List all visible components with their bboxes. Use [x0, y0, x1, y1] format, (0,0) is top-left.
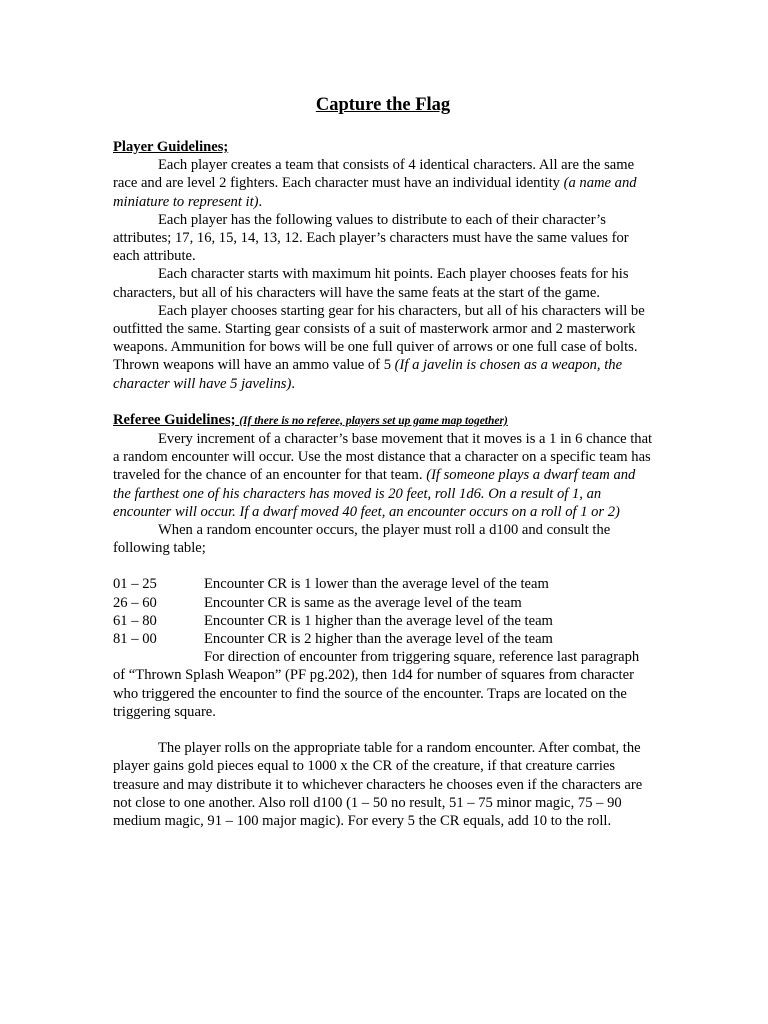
table-row	[113, 630, 653, 648]
player-paragraph-3: Each character starts with maximum hit points. Each player chooses feats for his characters, but all of his characters will have the same feats at the start of the game.	[113, 266, 629, 301]
table-range: 61 – 80	[113, 612, 157, 629]
document-page	[113, 92, 653, 830]
player-p1-text: Each player creates a team that consists of 4 identical characters. All are the same race and are level 2 fighters. Each character must have an individual identity	[113, 157, 635, 192]
referee-paragraph-1	[113, 430, 653, 521]
table-spacer	[113, 557, 653, 575]
player-p1-end: .	[258, 193, 263, 210]
player-paragraph-2: Each player has the following values to distribute to each of their character’s attributes; 17, 16, 15, 14, 13, 12. Each player’s characters must have the same values for each attribute.	[113, 211, 629, 265]
table-row	[113, 612, 653, 630]
section-spacer	[113, 721, 653, 739]
player-paragraph-4	[113, 302, 653, 393]
encounter-table	[113, 575, 653, 648]
referee-p1-italic: (If someone plays a dwarf team and the farthest one of his characters has moved is 20 feet, roll 1d6. On a result of 1, an encounter will occur. If a dwarf moved 40 feet, an encounter occurs on a roll of 1 or 2)	[113, 467, 636, 520]
table-range: 01 – 25	[113, 576, 157, 593]
table-description: Encounter CR is 1 lower than the average level of the team	[204, 576, 549, 593]
table-description: Encounter CR is 1 higher than the average level of the team	[204, 612, 553, 629]
section-spacer	[113, 393, 653, 411]
table-row	[113, 594, 653, 612]
player-p4-end: .	[291, 375, 295, 392]
referee-guidelines-heading	[113, 411, 653, 430]
referee-p1-text: Every increment of a character’s base movement that it moves is a 1 in 6 chance that a random encounter will occur. Use the most distance that a character on a specific team has traveled for the chance of an encounter for that team.	[113, 431, 653, 484]
referee-paragraph-2: When a random encounter occurs, the player must roll a d100 and consult the following table;	[113, 522, 611, 557]
player-p1-italic: (a name and miniature to represent it)	[113, 175, 637, 210]
referee-guidelines-note: (If there is no referee, players set up game map together)	[239, 414, 508, 427]
player-guidelines-heading-text: Player Guidelines;	[113, 139, 229, 155]
referee-paragraph-3: For direction of encounter from triggering square, reference last paragraph of “Thrown Splash Weapon” (PF pg.202), then 1d4 for number of squares from character who triggered the encounter to find the source of the encounter. Traps are located on the triggering square.	[113, 649, 640, 720]
table-description: Encounter CR is 2 higher than the average level of the team	[204, 631, 553, 648]
player-paragraph-1	[113, 156, 653, 211]
table-range: 81 – 00	[113, 631, 157, 648]
table-description: Encounter CR is same as the average level of the team	[204, 594, 522, 611]
table-row	[113, 575, 653, 593]
referee-paragraph-4: The player rolls on the appropriate table for a random encounter. After combat, the player gains gold pieces equal to 1000 x the CR of the creature, if that creature carries treasure and may distribute it to whichever characters he chooses even if the characters are not close to one another. Also roll d100 (1 – 50 no result, 51 – 75 minor magic, 75 – 90 medium magic, 91 – 100 major magic). For every 5 the CR equals, add 10 to the roll.	[113, 740, 643, 829]
document-title: Capture the Flag	[315, 95, 451, 115]
player-guidelines-heading	[113, 138, 653, 156]
player-p4-text: Each player chooses starting gear for his characters, but all of his characters will be outfitted the same. Starting gear consists of a suit of masterwork armor and 2 masterwork weapons. Ammunition for bows will be one full quiver of arrows or one full case of bolts. Thrown weapons will have an ammo value of 5	[113, 302, 645, 374]
player-p4-italic: (If a javelin is chosen as a weapon, the character will have 5 javelins)	[113, 357, 623, 392]
table-range: 26 – 60	[113, 594, 157, 611]
referee-guidelines-heading-text: Referee Guidelines;	[113, 411, 236, 428]
